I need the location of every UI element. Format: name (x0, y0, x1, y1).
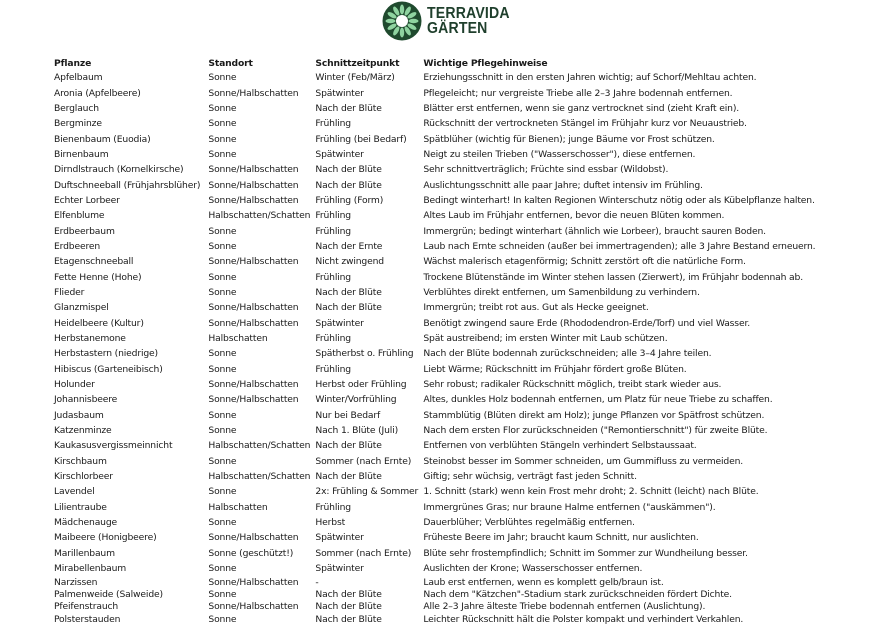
cell-location: Sonne (208, 148, 237, 160)
table-row (54, 193, 889, 208)
cell-plant: Echter Lorbeer (54, 194, 120, 206)
table-row (54, 613, 889, 625)
cell-pruning-time: Nach der Blüte (315, 471, 382, 483)
cell-care-notes: Alle 2–3 Jahre älteste Triebe bodennah entfernen (Auslichtung). (423, 601, 706, 613)
cell-location: Sonne (208, 563, 237, 575)
cell-care-notes: Nach der Blüte bodennah zurückschneiden; alle 3–4 Jahre teilen. (423, 348, 712, 360)
cell-location: Halbschatten (208, 501, 268, 513)
cell-location: Sonne/Halbschatten (208, 601, 299, 613)
brand-name-line1: TERRAVIDA (427, 5, 510, 22)
cell-pruning-time: Frühling (Form) (315, 194, 384, 206)
cell-plant: Fette Henne (Hohe) (54, 271, 142, 283)
cell-care-notes: Erziehungsschnitt in den ersten Jahren wichtig; auf Schorf/Mehltau achten. (423, 72, 757, 84)
cell-pruning-time: Nach der Blüte (315, 302, 382, 314)
table-row (54, 408, 889, 423)
table-body (54, 70, 889, 625)
cell-care-notes: Laub nach Ernte schneiden (außer bei immertragenden); alle 3 Jahre Bestand erneuern. (423, 240, 816, 252)
cell-plant: Duftschneeball (Frühjahrsblüher) (54, 179, 201, 191)
table-row (54, 177, 889, 192)
cell-plant: Judasbaum (54, 409, 104, 421)
cell-care-notes: Blätter erst entfernen, wenn sie ganz vertrocknet sind (zieht Kraft ein). (423, 102, 740, 114)
cell-care-notes: Früheste Beere im Jahr; braucht kaum Schnitt, nur auslichten. (423, 532, 699, 544)
cell-location: Sonne/Halbschatten (208, 179, 299, 191)
table-row (54, 515, 889, 530)
table-row (54, 454, 889, 469)
cell-plant: Marillenbaum (54, 547, 115, 559)
table-row (54, 269, 889, 284)
table-row (54, 285, 889, 300)
cell-plant: Dirndlstrauch (Kornelkirsche) (54, 164, 184, 176)
cell-location: Sonne (geschützt!) (208, 547, 294, 559)
cell-location: Sonne/Halbschatten (208, 379, 299, 391)
cell-care-notes: Bedingt winterhart! In kalten Regionen Winterschutz nötig oder als Kübelpflanze halten. (423, 194, 815, 206)
cell-care-notes: Wächst malerisch etagenförmig; Schnitt zerstört oft die natürliche Form. (423, 256, 746, 268)
cell-care-notes: Auslichten der Krone; Wasserschosser entfernen. (423, 563, 643, 575)
brand-name (427, 6, 510, 36)
cell-location: Sonne (208, 517, 237, 529)
table-row (54, 530, 889, 545)
cell-pruning-time: Herbst oder Frühling (315, 379, 407, 391)
cell-location: Sonne (208, 225, 237, 237)
logo-petal (386, 19, 396, 23)
cell-location: Sonne (208, 102, 237, 114)
cell-pruning-time: 2x: Frühling & Sommer (315, 486, 419, 498)
cell-plant: Herbstanemone (54, 333, 126, 345)
cell-pruning-time: Winter (Feb/März) (315, 72, 395, 84)
cell-pruning-time: Nach der Blüte (315, 613, 382, 625)
table-row (54, 377, 889, 392)
cell-location: Sonne (208, 363, 237, 375)
cell-plant: Hibiscus (Garteneibisch) (54, 363, 163, 375)
cell-plant: Erdbeerbaum (54, 225, 115, 237)
cell-location: Sonne/Halbschatten (208, 164, 299, 176)
cell-plant: Bergminze (54, 118, 102, 130)
cell-location: Sonne/Halbschatten (208, 256, 299, 268)
cell-pruning-time: Sommer (nach Ernte) (315, 547, 412, 559)
brand-name-line2: GÄRTEN (427, 20, 488, 37)
cell-care-notes: Dauerblüher; Verblühtes regelmäßig entfernen. (423, 517, 635, 529)
cell-plant: Glanzmispel (54, 302, 109, 314)
table-row (54, 500, 889, 515)
cell-plant: Elfenblume (54, 210, 105, 222)
cell-plant: Narzissen (54, 576, 98, 588)
cell-care-notes: Auslichtungsschnitt alle paar Jahre; duftet intensiv im Frühling. (423, 179, 703, 191)
cell-pruning-time: Nach der Blüte (315, 440, 382, 452)
cell-pruning-time: Spätwinter (315, 532, 364, 544)
cell-location: Sonne (208, 409, 237, 421)
cell-care-notes: Neigt zu steilen Trieben ("Wasserschosser"), diese entfernen. (423, 148, 696, 160)
cell-care-notes: 1. Schnitt (stark) wenn kein Frost mehr droht; 2. Schnitt (leicht) nach Blüte. (423, 486, 759, 498)
cell-care-notes: Giftig; sehr wüchsig, verträgt fast jeden Schnitt. (423, 471, 637, 483)
table-row (54, 223, 889, 238)
cell-care-notes: Immergrünes Gras; nur braune Halme entfernen ("auskämmen"). (423, 501, 716, 513)
cell-care-notes: Spät austreibend; im ersten Winter mit Laub schützen. (423, 333, 668, 345)
cell-care-notes: Liebt Wärme; Rückschnitt im Frühjahr fördert große Blüten. (423, 363, 687, 375)
cell-plant: Mirabellenbaum (54, 563, 127, 575)
cell-pruning-time: Herbst (315, 517, 346, 529)
cell-pruning-time: Nach der Blüte (315, 164, 382, 176)
cell-pruning-time: Winter/Vorfrühling (315, 394, 397, 406)
cell-plant: Johannisbeere (54, 394, 118, 406)
cell-plant: Palmenweide (Salweide) (54, 589, 163, 601)
cell-care-notes: Rückschnitt der vertrockneten Stängel im Frühjahr kurz vor Neuaustrieb. (423, 118, 747, 130)
cell-care-notes: Nach dem "Kätzchen"-Stadium stark zurückschneiden fördert Dichte. (423, 589, 732, 601)
logo-petal (400, 28, 404, 38)
cell-care-notes: Altes Laub im Frühjahr entfernen, bevor die neuen Blüten kommen. (423, 210, 725, 222)
table-row (54, 101, 889, 116)
cell-plant: Herbstastern (niedrige) (54, 348, 158, 360)
table-row (54, 116, 889, 131)
table-row (54, 392, 889, 407)
cell-pruning-time: Nach 1. Blüte (Juli) (315, 425, 399, 437)
cell-pruning-time: Spätherbst o. Frühling (315, 348, 414, 360)
table-row (54, 362, 889, 377)
cell-care-notes: Spätblüher (wichtig für Bienen); junge Bäume vor Frost schützen. (423, 133, 715, 145)
table-row (54, 589, 889, 601)
cell-plant: Lavendel (54, 486, 95, 498)
logo-petal (409, 19, 419, 23)
cell-care-notes: Nach dem ersten Flor zurückschneiden ("Remontierschnitt") für zweite Blüte. (423, 425, 768, 437)
cell-plant: Kaukasusvergissmeinnicht (54, 440, 173, 452)
cell-plant: Lilientraube (54, 501, 107, 513)
cell-care-notes: Steinobst besser im Sommer schneiden, um Gummifluss zu vermeiden. (423, 455, 744, 467)
cell-care-notes: Entfernen von verblühten Stängeln verhindert Selbstaussaat. (423, 440, 697, 452)
cell-pruning-time: Frühling (315, 501, 351, 513)
column-header-location: Standort (208, 57, 253, 69)
cell-plant: Heidelbeere (Kultur) (54, 317, 144, 329)
cell-care-notes: Stammblütig (Blüten direkt am Holz); junge Pflanzen vor Spätfrost schützen. (423, 409, 765, 421)
cell-pruning-time: Nach der Blüte (315, 179, 382, 191)
cell-pruning-time: Frühling (315, 333, 351, 345)
cell-pruning-time: Nur bei Bedarf (315, 409, 381, 421)
cell-pruning-time: Spätwinter (315, 317, 364, 329)
cell-location: Sonne/Halbschatten (208, 302, 299, 314)
cell-plant: Kirschlorbeer (54, 471, 113, 483)
cell-pruning-time: Frühling (315, 271, 351, 283)
table-row (54, 601, 889, 613)
cell-location: Sonne (208, 589, 237, 601)
cell-pruning-time: Spätwinter (315, 87, 364, 99)
cell-plant: Holunder (54, 379, 95, 391)
cell-pruning-time: Nach der Blüte (315, 601, 382, 613)
cell-plant: Birnenbaum (54, 148, 109, 160)
cell-location: Sonne (208, 118, 237, 130)
column-header-plant: Pflanze (54, 57, 92, 69)
table-row (54, 576, 889, 588)
cell-care-notes: Altes, dunkles Holz bodennah entfernen, um Platz für neue Triebe zu schaffen. (423, 394, 773, 406)
cell-location: Sonne/Halbschatten (208, 87, 299, 99)
cell-location: Sonne (208, 72, 237, 84)
table-row (54, 484, 889, 499)
cell-location: Halbschatten/Schatten (208, 440, 311, 452)
cell-care-notes: Sehr robust; radikaler Rückschnitt möglich, treibt stark wieder aus. (423, 379, 722, 391)
logo-petal (400, 5, 404, 15)
cell-care-notes: Leichter Rückschnitt hält die Polster kompakt und verhindert Verkahlen. (423, 613, 744, 625)
cell-pruning-time: Frühling (315, 118, 351, 130)
cell-location: Sonne/Halbschatten (208, 576, 299, 588)
table-row (54, 438, 889, 453)
cell-plant: Mädchenauge (54, 517, 118, 529)
cell-care-notes: Pflegeleicht; nur vergreiste Triebe alle 2–3 Jahre bodennah entfernen. (423, 87, 733, 99)
cell-care-notes: Verblühtes direkt entfernen, um Samenbildung zu verhindern. (423, 286, 700, 298)
cell-location: Sonne (208, 286, 237, 298)
cell-location: Sonne (208, 455, 237, 467)
table-row (54, 131, 889, 146)
table-row (54, 469, 889, 484)
cell-location: Sonne/Halbschatten (208, 532, 299, 544)
plant-care-table (54, 56, 889, 625)
cell-plant: Berglauch (54, 102, 99, 114)
cell-plant: Apfelbaum (54, 72, 103, 84)
table-header-row (54, 56, 889, 70)
cell-care-notes: Sehr schnittverträglich; Früchte sind essbar (Wildobst). (423, 164, 669, 176)
cell-plant: Aronia (Apfelbeere) (54, 87, 141, 99)
cell-pruning-time: Spätwinter (315, 563, 364, 575)
table-row (54, 561, 889, 576)
table-row (54, 300, 889, 315)
table-row (54, 331, 889, 346)
table-row (54, 316, 889, 331)
table-row (54, 239, 889, 254)
cell-location: Sonne/Halbschatten (208, 394, 299, 406)
cell-pruning-time: Sommer (nach Ernte) (315, 455, 412, 467)
cell-pruning-time: Nicht zwingend (315, 256, 384, 268)
cell-location: Sonne (208, 133, 237, 145)
column-header-care-notes: Wichtige Pflegehinweise (423, 57, 548, 69)
table-row (54, 254, 889, 269)
cell-care-notes: Trockene Blütenstände im Winter stehen lassen (Zierwert), im Frühjahr bodennah ab. (423, 271, 803, 283)
cell-pruning-time: Nach der Ernte (315, 240, 383, 252)
cell-plant: Erdbeeren (54, 240, 101, 252)
brand-logo (382, 1, 521, 41)
table-row (54, 162, 889, 177)
table-row (54, 346, 889, 361)
cell-plant: Katzenminze (54, 425, 112, 437)
table-row (54, 70, 889, 85)
cell-pruning-time: Spätwinter (315, 148, 364, 160)
cell-plant: Flieder (54, 286, 85, 298)
cell-plant: Kirschbaum (54, 455, 107, 467)
cell-care-notes: Blüte sehr frostempfindlich; Schnitt im Sommer zur Wundheilung besser. (423, 547, 748, 559)
cell-location: Sonne (208, 613, 237, 625)
cell-location: Halbschatten/Schatten (208, 471, 311, 483)
cell-pruning-time: Frühling (315, 225, 351, 237)
cell-plant: Bienenbaum (Euodia) (54, 133, 151, 145)
cell-plant: Polsterstauden (54, 613, 121, 625)
cell-plant: Maibeere (Honigbeere) (54, 532, 157, 544)
cell-pruning-time: Frühling (315, 363, 351, 375)
flower-wheel-icon (382, 1, 422, 41)
cell-location: Sonne (208, 486, 237, 498)
column-header-pruning-time: Schnittzeitpunkt (315, 57, 400, 69)
cell-pruning-time: Nach der Blüte (315, 102, 382, 114)
cell-location: Sonne (208, 425, 237, 437)
cell-pruning-time: Nach der Blüte (315, 589, 382, 601)
cell-location: Sonne (208, 271, 237, 283)
cell-care-notes: Immergrün; bedingt winterhart (ähnlich wie Lorbeer), braucht sauren Boden. (423, 225, 766, 237)
cell-location: Sonne (208, 348, 237, 360)
cell-pruning-time: Nach der Blüte (315, 286, 382, 298)
cell-location: Sonne (208, 240, 237, 252)
cell-pruning-time: - (315, 576, 319, 588)
table-row (54, 423, 889, 438)
cell-care-notes: Benötigt zwingend saure Erde (Rhododendron-Erde/Torf) und viel Wasser. (423, 317, 750, 329)
cell-location: Sonne/Halbschatten (208, 194, 299, 206)
table-row (54, 147, 889, 162)
cell-location: Halbschatten (208, 333, 268, 345)
table-row (54, 546, 889, 561)
table-row (54, 85, 889, 100)
table-row (54, 208, 889, 223)
cell-pruning-time: Frühling (315, 210, 351, 222)
cell-location: Halbschatten/Schatten (208, 210, 311, 222)
cell-plant: Etagenschneeball (54, 256, 134, 268)
cell-pruning-time: Frühling (bei Bedarf) (315, 133, 407, 145)
cell-plant: Pfeifenstrauch (54, 601, 119, 613)
cell-location: Sonne/Halbschatten (208, 317, 299, 329)
cell-care-notes: Immergrün; treibt rot aus. Gut als Hecke geeignet. (423, 302, 649, 314)
cell-care-notes: Laub erst entfernen, wenn es komplett gelb/braun ist. (423, 576, 664, 588)
